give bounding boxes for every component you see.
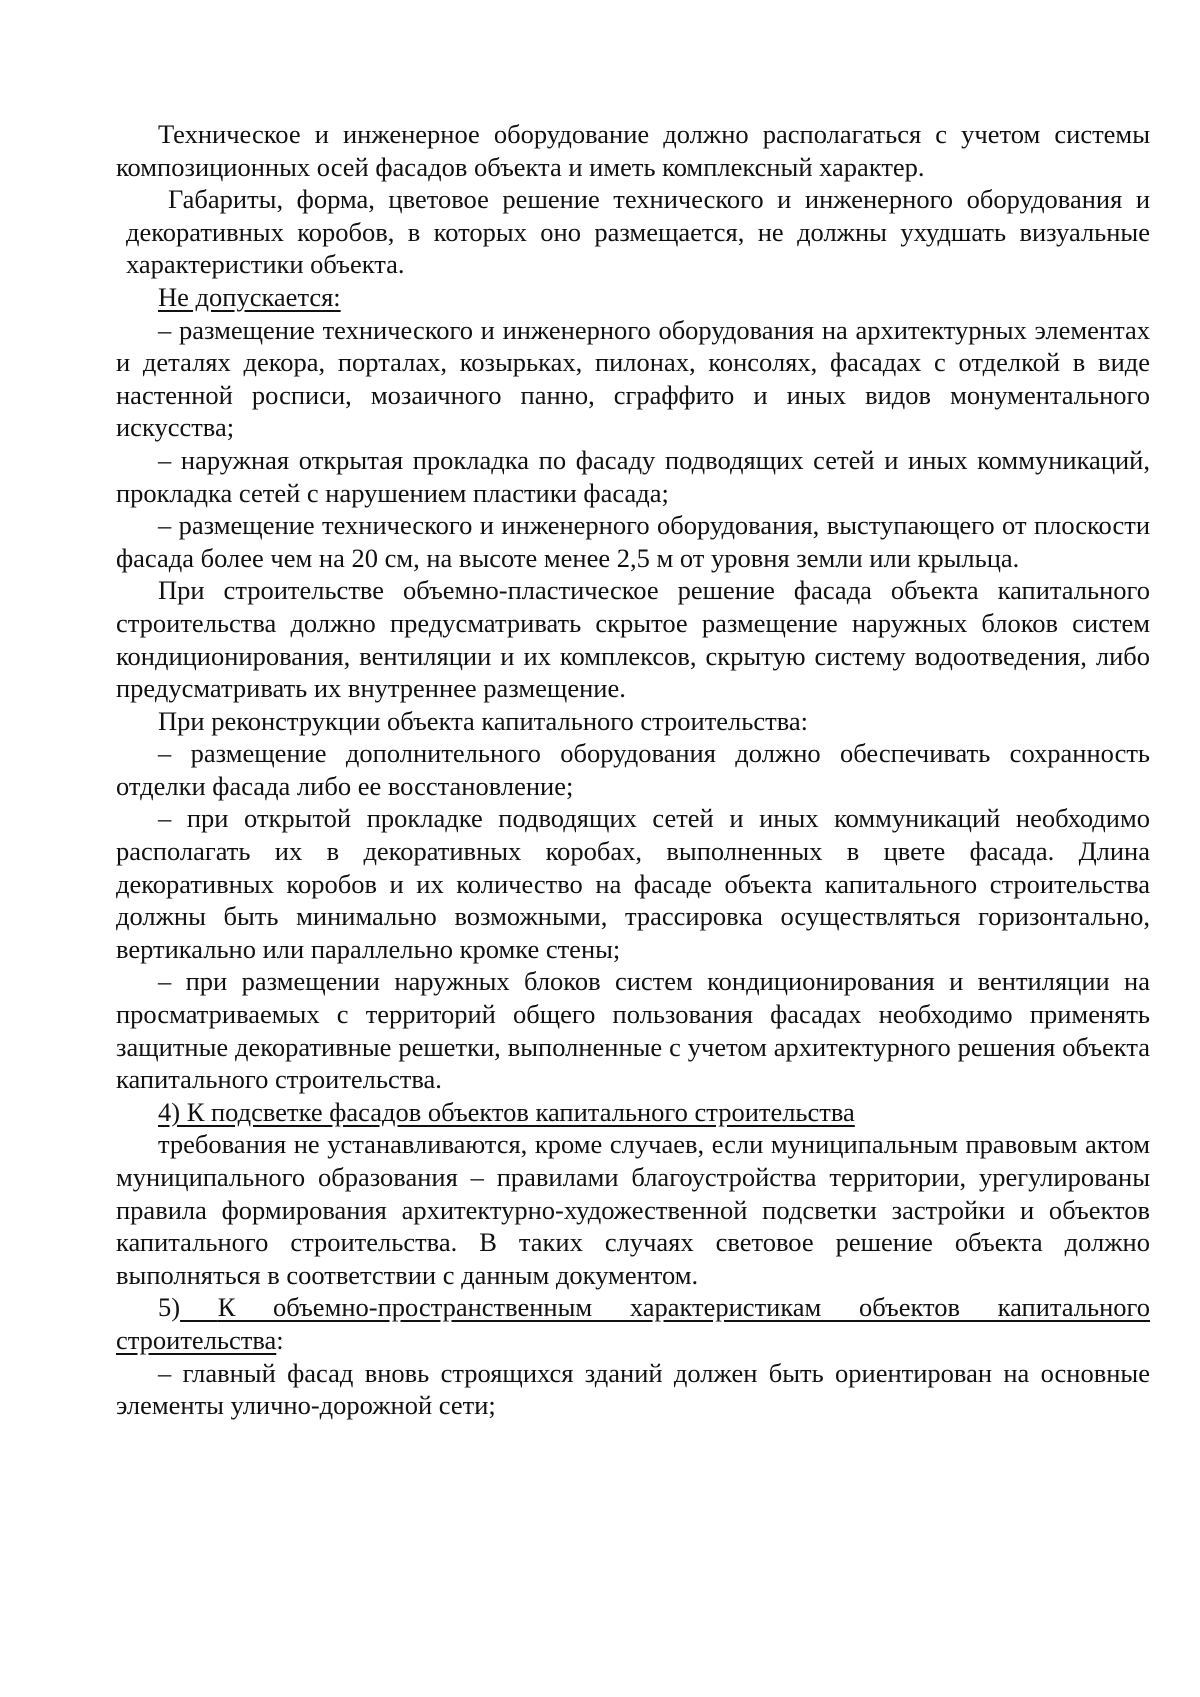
section-heading-5-title: К объемно-пространственным характеристикам объектов капитального строительства [116,1292,1151,1355]
paragraph-lighting-requirements: требования не устанавливаются, кроме случаев, если муниципальным правовым актом муниципального образования – правилами благоустройства территории, урегулированы правила формирования архитектурно-художественной подсветки застройки и объектов капитального строительства. В таких случаях световое решение объекта должно выполняться в соответствии с данным документом. [116,1129,1150,1290]
section-heading-5-text [116,1292,1150,1355]
section-heading-5-colon: : [276,1324,284,1355]
list-item-protruding-equipment: – размещение технического и инженерного оборудования, выступающего от плоскости фасада более чем на 20 см, на высоте менее 2,5 м от уровня земли или крыльца. [116,510,1150,573]
list-item-decorative-boxes: – при открытой прокладке подводящих сетей и иных коммуникаций необходимо располагать их в декоративных коробах, выполненных в цвете фасада. Длина декоративных коробов и их количество на фасаде объекта капитального строительства должны быть минимально возможными, трассировка осуществляться горизонтально, вертикально или параллельно кромке стены; [116,803,1150,964]
section-heading-5-number: 5) [158,1292,181,1323]
paragraph-equipment-dimensions: Габариты, форма, цветовое решение технического и инженерного оборудования и декоративных коробов, в которых оно размещается, не должны ухудшать визуальные характеристики объекта. [126,184,1150,280]
paragraph-construction: При строительстве объемно-пластическое решение фасада объекта капитального строительства должно предусматривать скрытое размещение наружных блоков систем кондиционирования, вентиляции и их комплексов, скрытую систему водоотведения, либо предусматривать их внутреннее размещение. [116,575,1150,704]
section-heading-5 [116,1291,1150,1356]
paragraph-reconstruction: При реконструкции объекта капитального строительства: [158,705,808,736]
list-item-decor-placement: – размещение технического и инженерного оборудования на архитектурных элементах и деталях декора, порталах, козырьках, пилонах, консолях, фасадах с отделкой в виде настенной росписи, мозаичного панно, сграффито и иных видов монументального искусства; [116,314,1150,443]
paragraph-equipment-placement: Техническое и инженерное оборудование должно располагаться с учетом системы композиционных осей фасадов объекта и иметь комплексный характер. [116,119,1150,182]
section-heading-4-text: 4) К подсветке фасадов объектов капитального строительства [158,1096,855,1127]
list-item-additional-equipment: – размещение дополнительного оборудования должно обеспечивать сохранность отделки фасада либо ее восстановление; [116,738,1150,801]
document-page [116,118,1150,1422]
section-heading-4 [116,1096,1150,1129]
list-item-main-facade: – главный фасад вновь строящихся зданий должен быть ориентирован на основные элементы улично-дорожной сети; [116,1357,1150,1421]
list-item-open-networks: – наружная открытая прокладка по фасаду подводящих сетей и иных коммуникаций, прокладка сетей с нарушением пластики фасада; [116,444,1150,508]
list-item-protective-grilles: – при размещении наружных блоков систем кондиционирования и вентиляции на просматриваемых с территорий общего пользования фасадах необходимо применять защитные декоративные решетки, выполненные с учетом архитектурного решения объекта капитального строительства. [116,966,1150,1095]
paragraph-not-allowed-heading [116,281,1150,314]
not-allowed-label: Не допускается: [158,281,341,312]
